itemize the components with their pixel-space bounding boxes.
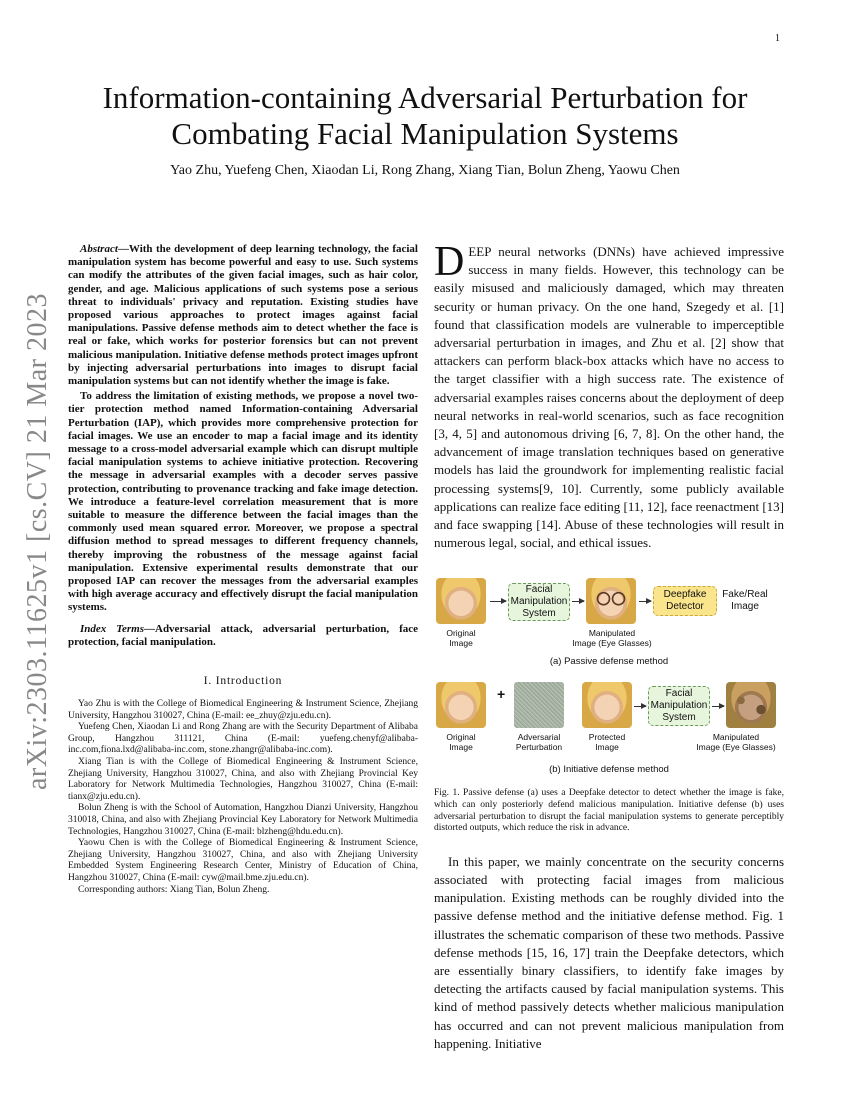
figure-caption: Fig. 1. Passive defense (a) uses a Deepfake detector to detect whether the image is fake, which can only posteriorly defend malicious manipulation. Initiative defense (b) uses adversarial perturbation to disrupt the facial manipulation systems to generate perceptibly distorted outputs, which reduce the risk in advance. (434, 788, 784, 834)
arrow-icon (712, 706, 724, 707)
arxiv-stamp: arXiv:2303.11625v1 [cs.CV] 21 Mar 2023 (22, 292, 53, 790)
manipulated-image-label: Manipulated Image (Eye Glasses) (696, 732, 776, 753)
arrow-icon (490, 601, 506, 602)
footnote: Yaowu Chen is with the College of Biomedical Engineering & Instrument Science, Zhejiang University, Hangzhou 310027, China, and also with Zhejiang University Embedded System Engineering Research Center, Ministry of Education of China, Hangzhou 310027, China (E-mail: cyw@mail.bme.zju.edu.cn). (68, 838, 418, 883)
arrow-icon (639, 601, 651, 602)
original-face-image (436, 578, 486, 624)
protected-face-image (582, 682, 632, 728)
original-face-image (436, 682, 486, 728)
abstract-paragraph-2: To address the limitation of existing methods, we propose a novel two-tier protection method named Information-containing Adversarial Perturbation (IAP), which provides more comprehensive protection for facial images. We use an encoder to map a facial image and its identity message to a cross-model adversarial example which can disrupt multiple facial manipulation systems to achieve initiative protection. Recovering the message in adversarial examples with a decoder serves passive protection, contributing to provenance tracking and fake image detection. We introduce a feature-level correlation measurement that is more suitable to measure the difference between the facial images than the commonly used mean squared error. Moreover, we propose a spectral diffusion method to spread messages to different frequency channels, thereby improving the robustness of the message against facial manipulation. Extensive experimental results demonstrate that our proposed IAP can recover the messages from the adversarial examples with high average accuracy and effectively disrupt the facial manipulation systems. (68, 390, 418, 614)
facial-manipulation-box: Facial Manipulation System (508, 583, 570, 621)
adversarial-perturbation-label: Adversarial Perturbation (515, 732, 563, 753)
page-number: 1 (775, 33, 780, 44)
author-list: Yao Zhu, Yuefeng Chen, Xiaodan Li, Rong Zhang, Xiang Tian, Bolun Zheng, Yaowu Chen (170, 163, 680, 178)
arrow-icon (634, 706, 646, 707)
right-column (434, 239, 784, 1053)
subcaption-a: (a) Passive defense method (549, 656, 669, 668)
footnote: Xiang Tian is with the College of Biomedical Engineering & Instrument Science, Zhejiang University, Hangzhou 310027, China, and also with Zhejiang Provincial Key Laboratory for Network Multimedia Technologies, Hangzhou 310027, China (E-mail: tianx@zju.edu.cn). (68, 757, 418, 802)
subcaption-b: (b) Initiative defense method (549, 764, 669, 776)
intro-paragraph-2 (434, 853, 784, 1053)
manipulated-face-image (586, 578, 636, 624)
footnote: Yao Zhu is with the College of Biomedical Engineering & Instrument Science, Zhejiang University, Hangzhou 310027, China (E-mail: ee_zhuy@zju.edu.cn). (68, 699, 418, 721)
abstract-text-1: —With the development of deep learning technology, the facial manipulation system has become powerful and easy to use. Such systems can modify the attributes of the given facial images, such as hair color, gender, and age. Malicious applications of such systems pose a serious threat to individuals' privacy and reputation. Existing studies have proposed various approaches to protect images against facial manipulations. Passive defense methods aim to detect whether the face is real or fake, which works for posterior forensics but can not prevent malicious manipulation. Initiative defense methods protect images upfront by injecting adversarial perturbations into images to disrupt facial manipulation systems but can not identify whether the image is fake. (68, 243, 418, 388)
original-image-label: Original Image (446, 732, 476, 753)
intro-paragraph-1 (434, 239, 784, 552)
facial-manipulation-box: Facial Manipulation System (648, 686, 710, 726)
index-terms (68, 623, 418, 649)
manipulated-image-label: Manipulated Image (Eye Glasses) (572, 628, 652, 649)
footnote: Bolun Zheng is with the School of Automation, Hangzhou Dianzi University, Hangzhou 310018, China, and also with Zhejiang Provincial Key Laboratory for Network Multimedia Technologies, Hangzhou 310027, China (E-mail: blzheng@hdu.edu.cn). (68, 803, 418, 837)
title-line-1: Information-containing Adversarial Perturbation for (102, 80, 748, 115)
intro-text-2: In this paper, we mainly concentrate on the security concerns associated with protecting facial images from malicious manipulation. Existing methods can be roughly divided into the passive defense method and the initiative defense method. Fig. 1 illustrates the schematic comparison of these two methods. Passive defense methods [15, 16, 17] train the Deepfake detectors, which are essentially binary classifiers, to identify fake images by detecting the artifacts caused by facial manipulation systems. This kind of method passively detects whether malicious manipulation has occurred and can not prevent malicious manipulation from happening. Initiative (434, 853, 784, 1051)
deepfake-detector-box: Deepfake Detector (653, 586, 717, 616)
protected-image-label: Protected Image (588, 732, 626, 753)
distorted-face-image (726, 682, 776, 728)
footnote: Corresponding authors: Xiang Tian, Bolun Zheng. (78, 884, 270, 895)
arrow-icon (572, 601, 584, 602)
abstract (68, 243, 418, 615)
drop-cap: D (434, 239, 465, 285)
plus-icon: + (497, 686, 506, 703)
fake-real-output-box: Fake/Real Image (717, 586, 773, 616)
intro-text-1: EEP neural networks (DNNs) have achieved impressive success in many fields. However, this technology can be easily misused and maliciously damaged, which may threaten security or human privacy. On the one hand, Szegedy et al. [1] found that classification models are vulnerable to imperceptible adversarial perturbation in images, and Zhu et al. [2] show that attackers can perform black-box attacks which have no access to the target classifier with a high success rate. The existence of adversarial examples raises concerns about the deployment of deep neural networks in real-world scenarios, such as face recognition [3, 4, 5] and autonomous driving [6, 7, 8]. On the other hand, the advancement of image translation techniques based on generative models has laid the groundwork for implementing realistic facial processing systems[9, 10]. Currently, some publicly available applications can realize face editing [11, 12], face reenactment [13] and face swapping [14]. Abuse of these technologies will result in numerous legal, social, and ethical issues. (434, 244, 784, 551)
adversarial-perturbation-image (514, 682, 564, 728)
abstract-label: Abstract (80, 243, 118, 255)
left-column (68, 243, 418, 896)
figure-1 (434, 578, 784, 778)
footnote: Yuefeng Chen, Xiaodan Li and Rong Zhang are with the Security Department of Alibaba Group, Hangzhou 311121, China (E-mail: yuefeng.chenyf@alibaba-inc.com,fiona.lxd@alibaba-inc.com, stone.zhangr@alibaba-inc.com). (68, 722, 418, 756)
section-heading-introduction: I. Introduction (203, 675, 283, 688)
original-image-label: Original Image (446, 628, 476, 649)
paper-title (0, 80, 850, 152)
index-terms-text: —Adversarial attack, adversarial perturbation, face protection, facial manipulation. (68, 622, 419, 648)
index-terms-label: Index Terms (80, 622, 144, 635)
abstract-paragraph-1 (68, 243, 418, 388)
author-footnotes (68, 699, 418, 896)
title-line-2: Combating Facial Manipulation Systems (171, 116, 679, 151)
